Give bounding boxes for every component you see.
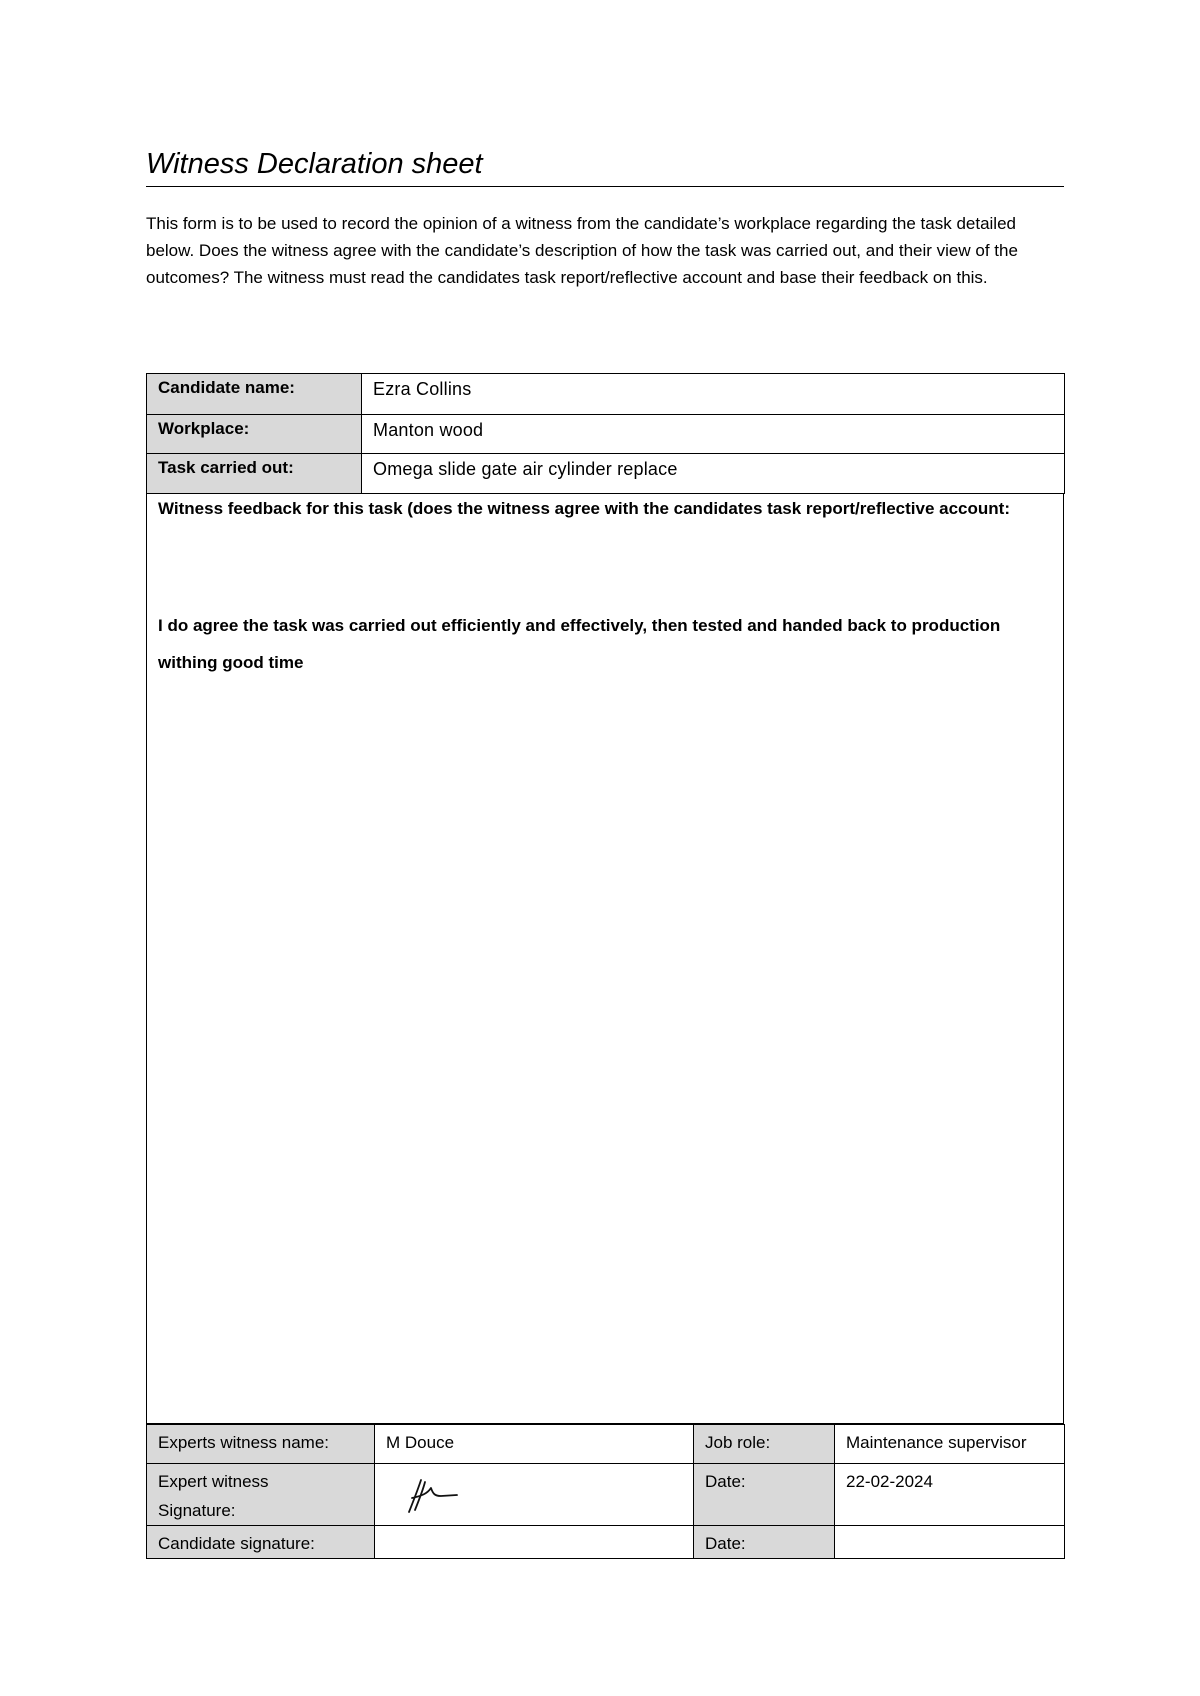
witness-signature-image xyxy=(401,1474,471,1516)
candidate-signature-label: Candidate signature: xyxy=(147,1526,375,1559)
candidate-name-value[interactable]: Ezra Collins xyxy=(362,374,1065,415)
candidate-name-label: Candidate name: xyxy=(147,374,362,415)
feedback-heading: Witness feedback for this task (does the witness agree with the candidates task report/reflective account: xyxy=(158,499,1010,518)
page-title: Witness Declaration sheet xyxy=(146,144,1064,187)
witness-signature-row xyxy=(147,1464,1065,1526)
candidate-details-table xyxy=(146,373,1065,494)
workplace-label: Workplace: xyxy=(147,415,362,454)
witness-signature-label-line2: Signature: xyxy=(158,1501,236,1520)
candidate-signature-row xyxy=(147,1526,1065,1559)
task-label: Task carried out: xyxy=(147,454,362,494)
witness-date-label: Date: xyxy=(694,1464,835,1526)
witness-name-label: Experts witness name: xyxy=(147,1425,375,1464)
workplace-row xyxy=(147,415,1065,454)
task-row xyxy=(147,454,1065,494)
workplace-value[interactable]: Manton wood xyxy=(362,415,1065,454)
feedback-text[interactable]: I do agree the task was carried out efficiently and effectively, then tested and handed back to production withing good time xyxy=(158,616,1001,672)
witness-name-row xyxy=(147,1425,1065,1464)
witness-signature-label xyxy=(147,1464,375,1526)
witness-name-value[interactable]: M Douce xyxy=(375,1425,694,1464)
candidate-date-value[interactable] xyxy=(835,1526,1065,1559)
signoff-table xyxy=(146,1424,1065,1559)
witness-date-value[interactable]: 22-02-2024 xyxy=(835,1464,1065,1526)
witness-signature-field[interactable] xyxy=(375,1464,694,1526)
job-role-value[interactable]: Maintenance supervisor xyxy=(835,1425,1065,1464)
candidate-date-label: Date: xyxy=(694,1526,835,1559)
candidate-signature-field[interactable] xyxy=(375,1526,694,1559)
candidate-name-row xyxy=(147,374,1065,415)
intro-paragraph: This form is to be used to record the opinion of a witness from the candidate’s workplace regarding the task detailed below. Does the witness agree with the candidate’s description of how the task was carried out, and their view of the outcomes? The witness must read the candidates task report/reflective account and base their feedback on this. xyxy=(146,214,1018,287)
task-value[interactable]: Omega slide gate air cylinder replace xyxy=(362,454,1065,494)
witness-feedback-box[interactable] xyxy=(146,493,1064,1424)
job-role-label: Job role: xyxy=(694,1425,835,1464)
witness-signature-label-line1: Expert witness xyxy=(158,1472,269,1491)
